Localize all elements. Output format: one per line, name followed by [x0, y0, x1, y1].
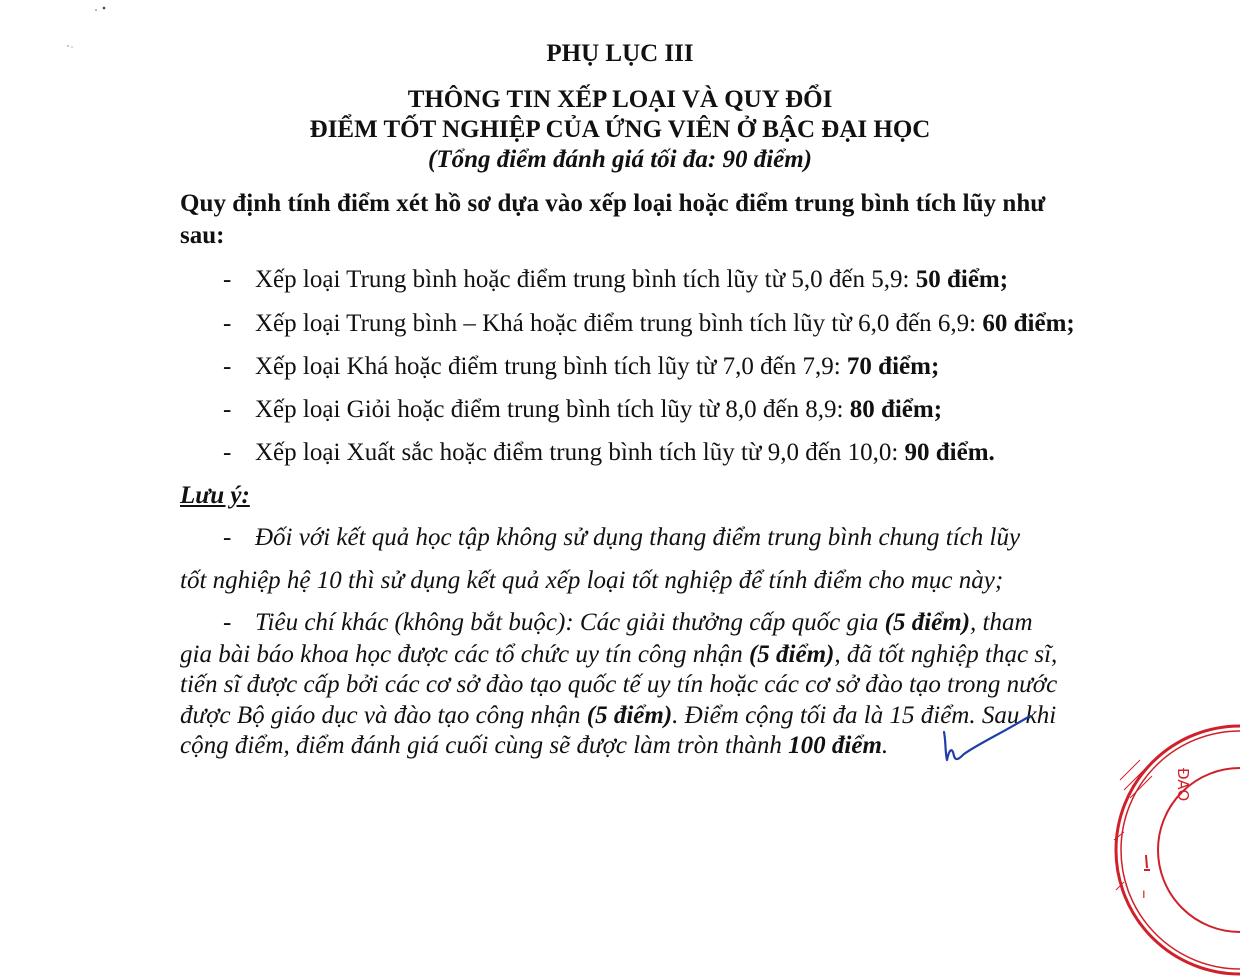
intro-paragraph-line-1: Quy định tính điểm xét hồ sơ dựa vào xếp loại hoặc điểm trung bình tích lũy như: [180, 190, 1046, 217]
document-title-line-1: THÔNG TIN XẾP LOẠI VÀ QUY ĐỔI: [407, 86, 833, 113]
document-title-line-2: ĐIỂM TỐT NGHIỆP CỦA ỨNG VIÊN Ở BẬC ĐẠI HỌC: [309, 116, 931, 143]
note-2-points: (5 điểm): [586, 702, 673, 729]
note-2-points: 100 điểm: [788, 732, 882, 759]
note-dash: -: [223, 524, 232, 551]
grade-rule-text: Xếp loại Trung bình – Khá hoặc điểm trung bình tích lũy từ 6,0 đến 6,9:: [255, 310, 983, 337]
note-2-text: được Bộ giáo dục và đào tạo công nhận: [180, 702, 587, 729]
note-1-line-2: tốt nghiệp hệ 10 thì sử dụng kết quả xếp loại tốt nghiệp để tính điểm cho mục này;: [180, 567, 1004, 594]
note-2-points: (5 điểm): [884, 609, 971, 636]
note-2-text: , đã tốt nghiệp thạc sĩ,: [834, 641, 1058, 668]
bullet-dash: -: [223, 310, 232, 337]
note-2-text: , tham: [970, 609, 1033, 636]
svg-text:ı: ı: [1142, 887, 1146, 902]
note-dash: -: [223, 609, 232, 636]
note-2-line-5: [180, 732, 888, 760]
note-2-text: Tiêu chí khác (không bắt buộc): Các giải thưởng cấp quốc gia: [255, 609, 885, 636]
grade-rule-item: [223, 396, 942, 424]
note-2-text: cộng điểm, điểm đánh giá cuối cùng sẽ được làm tròn thành: [180, 732, 789, 759]
signature-mark: [930, 712, 1040, 772]
note-2-text: . Điểm cộng tối đa là 15 điểm. Sau khi: [672, 702, 1057, 729]
grade-rule-item: [223, 353, 939, 381]
note-2-points: (5 điểm): [748, 641, 835, 668]
note-2-text: .: [881, 732, 889, 759]
grade-rule-item: [223, 266, 1008, 294]
max-score-subtitle: (Tổng điểm đánh giá tối đa: 90 điểm): [427, 146, 813, 173]
seal-text: ĐÀO: [1174, 768, 1192, 802]
note-2-line-2: [180, 641, 1057, 669]
grade-rule-points: 80 điểm;: [849, 396, 943, 423]
grade-rule-points: 60 điểm;: [982, 310, 1075, 337]
grade-rule-text: Xếp loại Giỏi hoặc điểm trung bình tích lũy từ 8,0 đến 8,9:: [255, 396, 850, 423]
note-1-line-1: [223, 524, 1020, 552]
note-1-text-1: Đối với kết quả học tập không sử dụng thang điểm trung bình chung tích lũy: [255, 524, 1021, 551]
grade-rule-item: [223, 439, 995, 467]
grade-rule-text: Xếp loại Xuất sắc hoặc điểm trung bình tích lũy từ 9,0 đến 10,0:: [255, 439, 905, 466]
note-heading: Lưu ý:: [180, 482, 250, 509]
grade-rule-points: 70 điểm;: [846, 353, 940, 380]
grade-rule-item: [223, 310, 1075, 338]
grade-rule-points: 50 điểm;: [915, 266, 1009, 293]
intro-paragraph-line-2: sau:: [180, 222, 225, 249]
note-2-text: gia bài báo khoa học được các tổ chức uy tín công nhận: [180, 641, 749, 668]
bullet-dash: -: [223, 353, 232, 380]
grade-rule-points: 90 điểm.: [904, 439, 995, 466]
official-seal: [1110, 720, 1240, 980]
note-2-line-4: [180, 702, 1056, 730]
bullet-dash: -: [223, 396, 232, 423]
bullet-dash: -: [223, 439, 232, 466]
grade-rule-text: Xếp loại Trung bình hoặc điểm trung bình tích lũy từ 5,0 đến 5,9:: [255, 266, 916, 293]
note-2-line-3: tiến sĩ được cấp bởi các cơ sở đào tạo quốc tế uy tín hoặc các cơ sở đào tạo trong nước: [180, 671, 1058, 698]
appendix-title: PHỤ LỤC III: [546, 40, 694, 67]
bullet-dash: -: [223, 266, 232, 293]
grade-rule-text: Xếp loại Khá hoặc điểm trung bình tích lũy từ 7,0 đến 7,9:: [255, 353, 847, 380]
note-2-line-1: [223, 609, 1033, 637]
